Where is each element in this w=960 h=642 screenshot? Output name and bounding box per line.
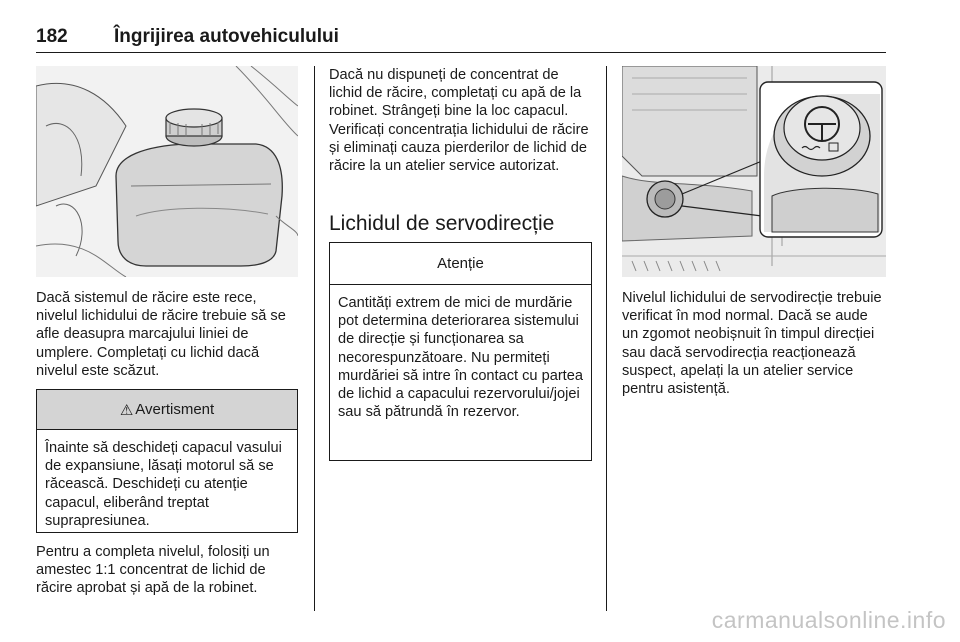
warning-box bbox=[36, 389, 298, 533]
page-header bbox=[36, 26, 886, 53]
power-steering-paragraph: Nivelul lichidului de servodirecție trebuie verificat în mod normal. Dacă se aude un zgomot neobișnuit în timpul direcției sau dacă servodirecția reacționează suspect, apelați la un atelier service pentru asistență. bbox=[622, 290, 882, 398]
caution-body: Cantități extrem de mici de murdărie pot determina deteriorarea sistemului de direcție și funcționarea sa necorespunzătoare. Nu permiteți murdăriei să intre în contact cu partea de lichid a capacului rezervorului/jojei sau să pătrundă în rezervor. bbox=[338, 295, 583, 421]
tap-water-paragraph: Dacă nu dispuneți de concentrat de lichid de răcire, completați cu apă de la robinet. Strângeți bine la loc capacul. Verificați concentrația lichidului de răcire și eliminați cauza pierderilor de lichid de răcire la un atelier service autorizat. bbox=[329, 67, 589, 175]
coolant-level-paragraph: Dacă sistemul de răcire este rece, nivelul lichidului de răcire trebuie să se afle deasupra marcajului liniei de umplere. Completați cu lichid dacă nivelul este scăzut. bbox=[36, 290, 286, 379]
coolant-mix-paragraph: Pentru a completa nivelul, folosiți un amestec 1:1 concentrat de lichid de răcire aprobat și apă de la robinet. bbox=[36, 544, 270, 597]
chapter-title: Îngrijirea autovehiculului bbox=[114, 26, 339, 47]
column-divider-right bbox=[606, 66, 607, 611]
caution-box-header bbox=[330, 243, 591, 285]
warning-box-header bbox=[37, 390, 297, 430]
power-steering-heading: Lichidul de servodirecție bbox=[329, 212, 555, 235]
page-number: 182 bbox=[36, 26, 68, 47]
power-steering-reservoir-illustration bbox=[622, 66, 886, 277]
watermark: carmanualsonline.info bbox=[711, 607, 946, 633]
warning-triangle-icon: ⚠ bbox=[119, 401, 134, 419]
coolant-reservoir-illustration bbox=[36, 66, 298, 277]
warning-title: Avertisment bbox=[135, 401, 215, 418]
caution-title: Atenție bbox=[437, 255, 484, 272]
column-divider-left bbox=[314, 66, 315, 611]
caution-box bbox=[329, 242, 592, 461]
warning-body: Înainte să deschideți capacul vasului de expansiune, lăsați motorul să se răcească. Deschideți cu atenție capacul, eliberând treptat suprapresiunea. bbox=[45, 440, 282, 529]
